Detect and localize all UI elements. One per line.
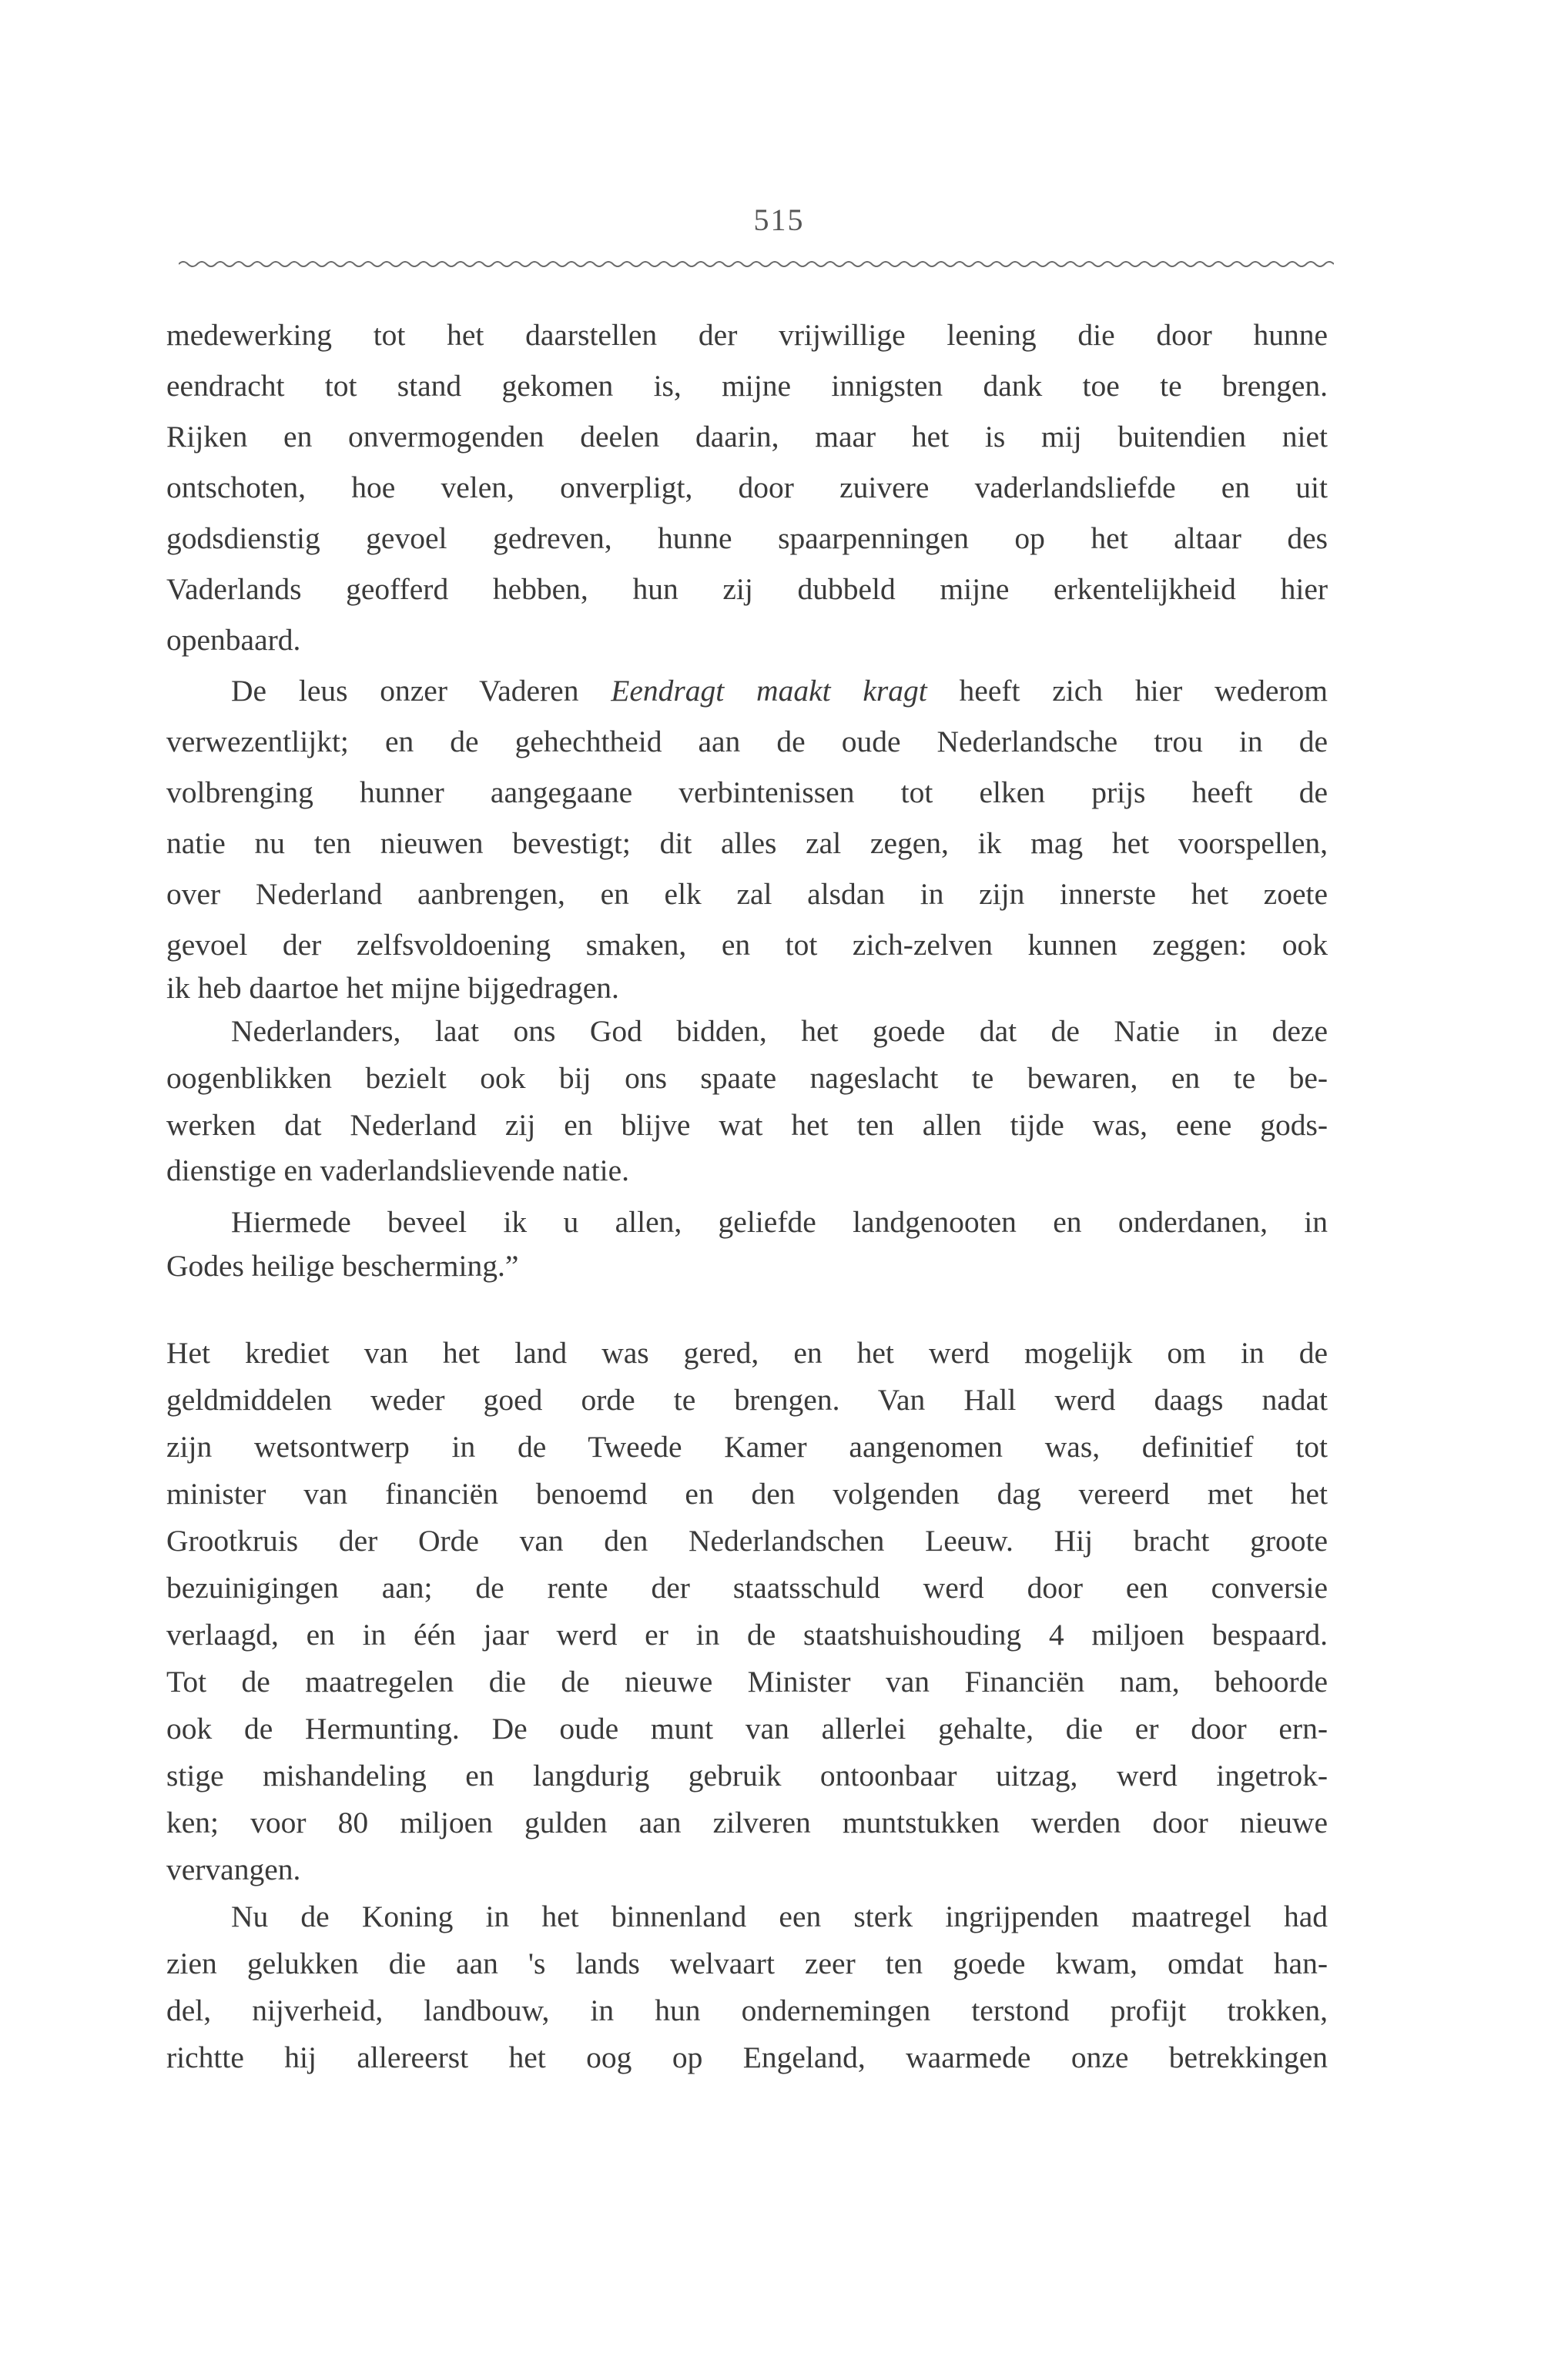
text-line: ontschoten, hoe velen, onverpligt, door zuivere vaderlandsliefde en uit (166, 470, 1328, 504)
text-line: ook de Hermunting. De oude munt van allerlei gehalte, die er door ern- (166, 1712, 1328, 1746)
text-line: openbaard. (166, 623, 301, 657)
text-line: richtte hij allereerst het oog op Engeland, waarmede onze betrekkingen (166, 2040, 1328, 2074)
text-line: verwezentlijkt; en de gehechtheid aan de oude Nederlandsche trou in de (166, 725, 1328, 758)
text-segment: heeft zich hier wederom (926, 674, 1328, 708)
text-line: minister van financiën benoemd en den volgenden dag vereerd met het (166, 1477, 1328, 1511)
text-line: ken; voor 80 miljoen gulden aan zilveren muntstukken werden door nieuwe (166, 1806, 1328, 1839)
text-line: zijn wetsontwerp in de Tweede Kamer aangenomen was, definitief tot (166, 1430, 1328, 1464)
text-line: vervangen. (166, 1853, 301, 1886)
text-line: medewerking tot het daarstellen der vrijwillige leening die door hunne (166, 318, 1328, 352)
text-line: Godes heilige bescherming.” (166, 1249, 519, 1283)
text-line-with-motto (231, 665, 1328, 716)
text-line: Rijken en onvermogenden deelen daarin, maar het is mij buitendien niet (166, 420, 1328, 454)
text-line: godsdienstig gevoel gedreven, hunne spaarpenningen op het altaar des (166, 521, 1328, 555)
text-line: Grootkruis der Orde van den Nederlandschen Leeuw. Hij bracht groote (166, 1524, 1328, 1558)
text-line: Vaderlands geofferd hebben, hun zij dubbeld mijne erkentelijkheid hier (166, 572, 1328, 606)
text-line: geldmiddelen weder goed orde te brengen. Van Hall werd daags nadat (166, 1383, 1328, 1417)
text-line: verlaagd, en in één jaar werd er in de staatshuishouding 4 miljoen bespaard. (166, 1618, 1328, 1652)
text-line: ik heb daartoe het mijne bijgedragen. (166, 971, 619, 1005)
text-line: dienstige en vaderlandslievende natie. (166, 1153, 630, 1187)
text-line: bezuinigingen aan; de rente der staatsschuld werd door een conversie (166, 1571, 1328, 1605)
text-segment: De leus onzer Vaderen (231, 674, 611, 708)
text-line: volbrenging hunner aangegaane verbintenissen tot elken prijs heeft de (166, 775, 1328, 809)
text-line: Nu de Koning in het binnenland een sterk ingrijpenden maatregel had (231, 1900, 1328, 1933)
text-line: Het krediet van het land was gered, en het werd mogelijk om in de (166, 1336, 1328, 1370)
text-line: gevoel der zelfsvoldoening smaken, en tot zich-zelven kunnen zeggen: ook (166, 928, 1328, 962)
text-line: natie nu ten nieuwen bevestigt; dit alles zal zegen, ik mag het voorspellen, (166, 826, 1328, 860)
text-line: Nederlanders, laat ons God bidden, het goede dat de Natie in deze (231, 1014, 1328, 1048)
text-line: over Nederland aanbrengen, en elk zal alsdan in zijn innerste het zoete (166, 877, 1328, 911)
text-line: Hiermede beveel ik u allen, geliefde landgenooten en onderdanen, in (231, 1205, 1328, 1239)
text-line: Tot de maatregelen die de nieuwe Minister van Financiën nam, behoorde (166, 1665, 1328, 1699)
text-line: werken dat Nederland zij en blijve wat het ten allen tijde was, eene gods- (166, 1108, 1328, 1142)
text-line: stige mishandeling en langdurig gebruik ontoonbaar uitzag, werd ingetrok- (166, 1759, 1328, 1793)
text-line: eendracht tot stand gekomen is, mijne innigsten dank toe te brengen. (166, 369, 1328, 403)
text-line: del, nijverheid, landbouw, in hun ondernemingen terstond profijt trokken, (166, 1993, 1328, 2027)
text-line: zien gelukken die aan 's lands welvaart zeer ten goede kwam, omdat han- (166, 1947, 1328, 1980)
page-number: 515 (753, 203, 805, 237)
text-line: oogenblikken bezielt ook bij ons spaate nageslacht te bewaren, en te be- (166, 1061, 1328, 1095)
motto-italic: Eendragt maakt kragt (611, 674, 927, 708)
decorative-wavy-rule (179, 259, 1334, 269)
